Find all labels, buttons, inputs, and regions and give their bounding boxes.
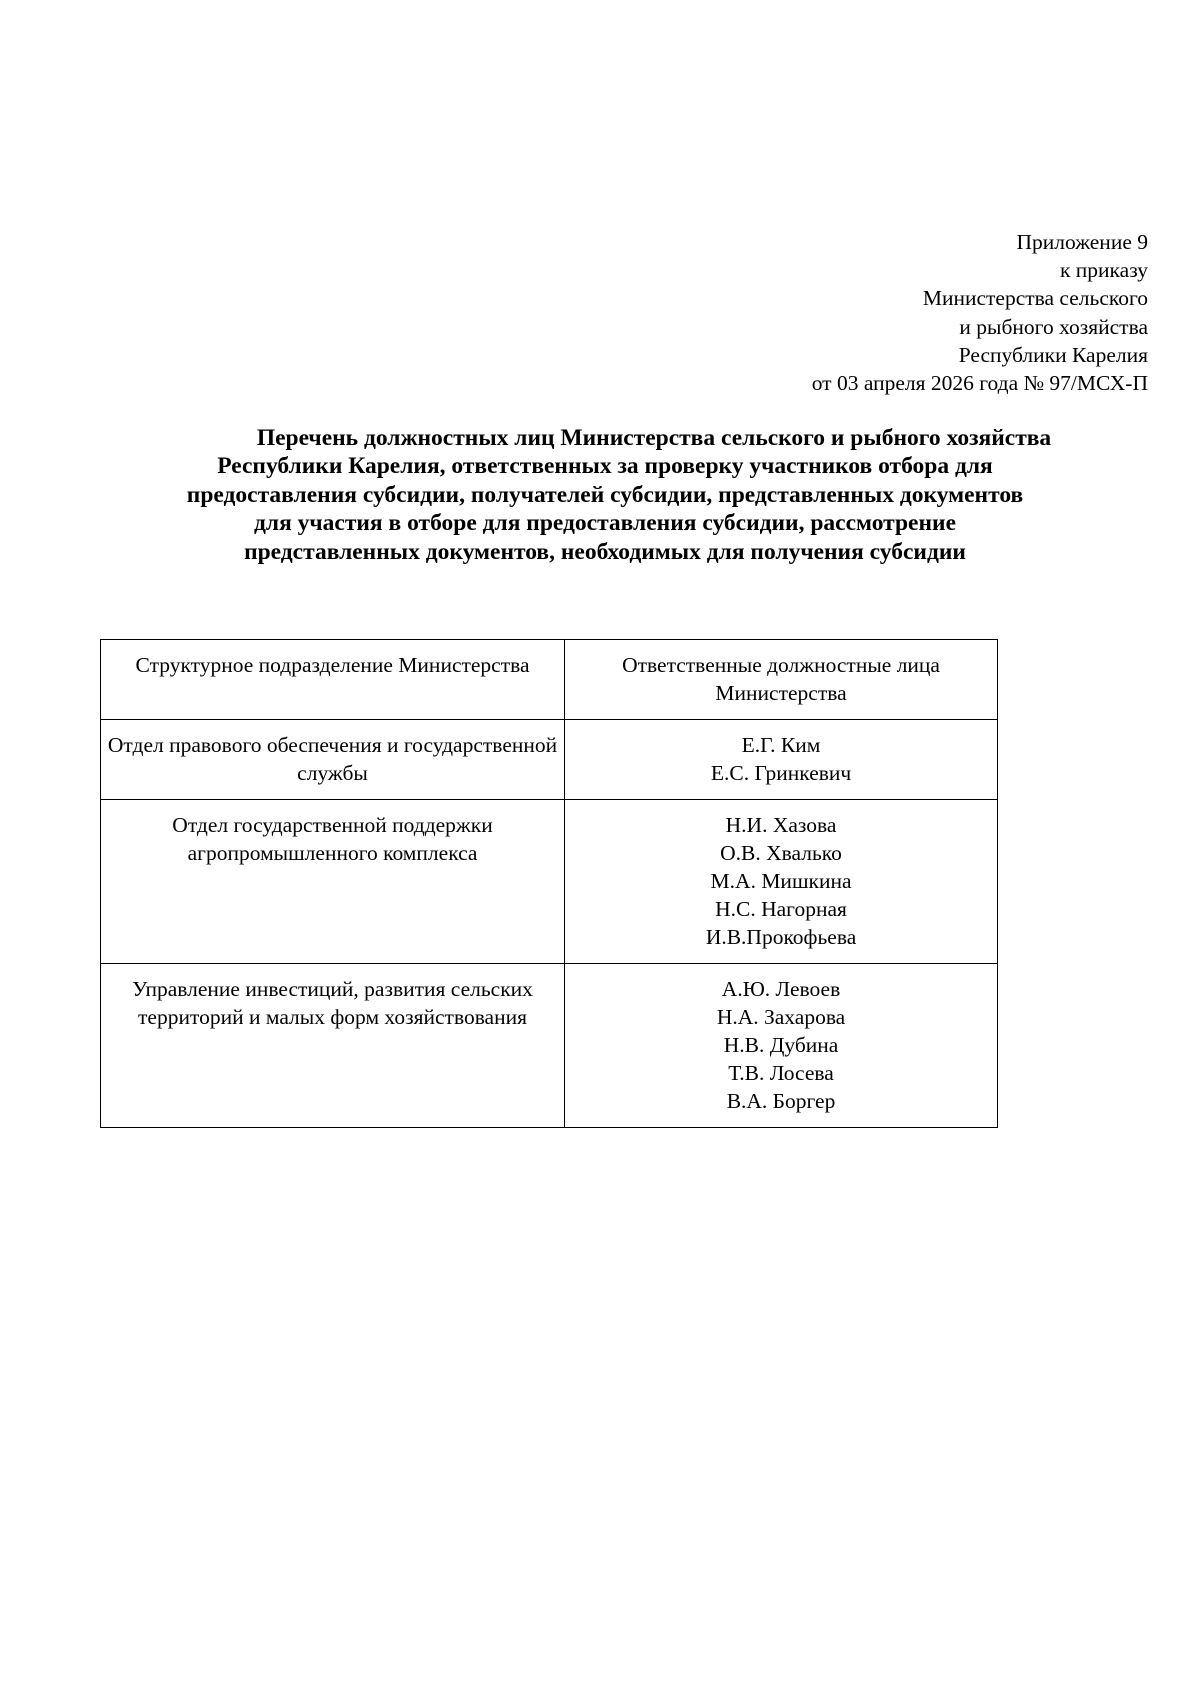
official-name: Н.В. Дубина (723, 1033, 839, 1057)
document-title (100, 424, 1110, 566)
official-name: Н.С. Нагорная (715, 897, 847, 921)
department-cell: Управление инвестиций, развития сельских территорий и малых форм хозяйствования (101, 964, 565, 1128)
title-line-1: Перечень должностных лиц Министерства сельского и рыбного хозяйства (256, 425, 1052, 451)
officials-table (100, 639, 998, 1128)
official-name: Н.А. Захарова (716, 1005, 846, 1029)
title-line-2: Республики Карелия, ответственных за проверку участников отбора для (217, 453, 993, 480)
title-line-3: предоставления субсидии, получателей субсидии, представленных документов (186, 481, 1024, 508)
official-name: Е.С. Гринкевич (710, 761, 852, 785)
official-name: В.А. Боргер (726, 1089, 836, 1113)
officials-cell (565, 800, 998, 964)
official-name: М.А. Мишкина (710, 869, 852, 893)
appendix-republic: Республики Карелия (958, 342, 1148, 367)
table-row (101, 800, 998, 964)
table-header-row (101, 640, 998, 720)
appendix-order-date-number: от 03 апреля 2026 года № 97/МСХ-П (811, 371, 1148, 396)
header-officials: Ответственные должностные лица Министерства (565, 640, 998, 720)
title-line-4: для участия в отборе для предоставления субсидии, рассмотрение (254, 510, 956, 537)
officials-cell (565, 964, 998, 1128)
officials-cell (565, 720, 998, 800)
appendix-order-ref: к приказу (1059, 258, 1148, 283)
table-row (101, 720, 998, 800)
official-name: А.Ю. Левоев (721, 977, 841, 1001)
header-department: Структурное подразделение Министерства (101, 640, 565, 720)
appendix-number: Приложение 9 (1016, 230, 1148, 254)
department-cell: Отдел правового обеспечения и государственной службы (101, 720, 565, 800)
official-name: Н.И. Хазова (725, 813, 837, 837)
appendix-ministry-line-1: Министерства сельского (922, 286, 1148, 311)
appendix-header (548, 228, 1148, 397)
official-name: Е.Г. Ким (741, 733, 821, 757)
title-line-5: представленных документов, необходимых для получения субсидии (244, 538, 966, 565)
official-name: О.В. Хвалько (720, 841, 842, 865)
table-row (101, 964, 998, 1128)
appendix-ministry-line-2: и рыбного хозяйства (959, 314, 1148, 339)
official-name: И.В.Прокофьева (705, 925, 857, 949)
department-cell: Отдел государственной поддержки агропромышленного комплекса (101, 800, 565, 964)
official-name: Т.В. Лосева (728, 1061, 834, 1085)
